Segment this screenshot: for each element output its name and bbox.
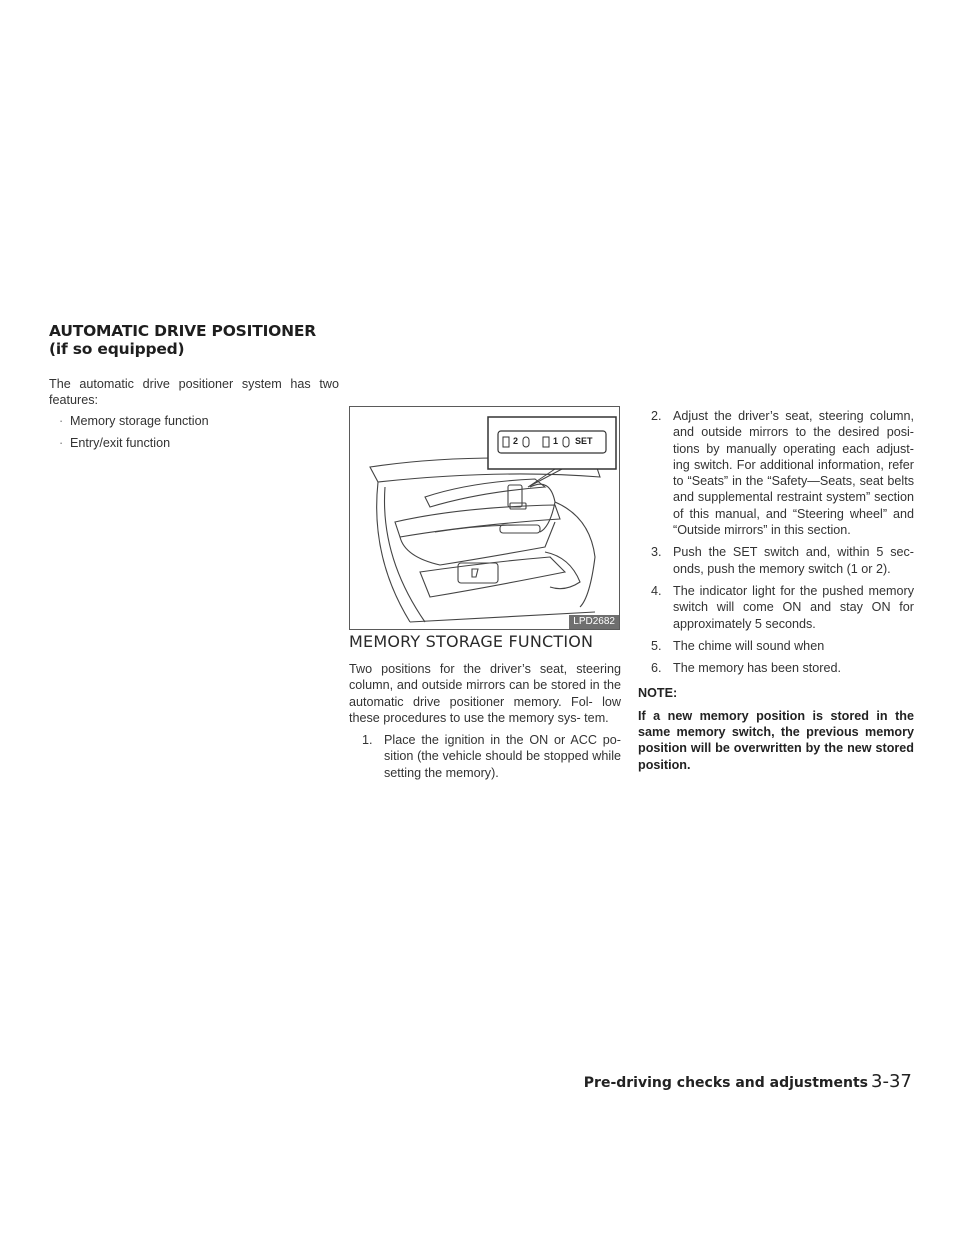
door-panel-figure [349,406,620,630]
step-item: 1. Place the ignition in the ON or ACC po- sition (the vehicle should be stopped while setting the memory). [362,733,621,780]
steps-list-part2 [638,408,914,676]
switch-label-1: 1 [553,436,559,446]
step-item: 6. The memory has been stored. [651,661,841,676]
section-heading [49,322,316,358]
page-number: 3-37 [871,1071,912,1092]
step-item: 2. Adjust the driver’s seat, steering column, and outside mirrors to the desired posi- tions by manually operating each adjust- ing switch. For additional information, refer to “Seats” in the “Safety—Seats, seat belts and supplemental restraint system” section of this manual, and “Steering wheel” and “Outside mirrors” in this section. [651,409,914,538]
steps-list-part1 [349,732,621,781]
intro-text: The automatic drive positioner system has two features: [49,377,339,408]
feature-item: · Memory storage function [59,413,209,428]
switch-label-set: SET [575,436,593,446]
heading-title: AUTOMATIC DRIVE POSITIONER [49,322,317,340]
step-item: 3. Push the SET switch and, within 5 sec- onds, push the memory switch (1 or 2). [651,545,914,576]
footer-section-title: Pre-driving checks and adjustments [583,1075,868,1091]
feature-item: · Entry/exit function [59,435,171,450]
heading-subtitle: (if so equipped) [49,340,185,358]
memory-storage-title: MEMORY STORAGE FUNCTION [349,632,594,651]
note-title: NOTE: [638,686,678,701]
switch-label-2: 2 [513,436,519,446]
step-item: 4. The indicator light for the pushed memory switch will come ON and stay ON for approximately 5 seconds. [651,583,914,631]
figure-code: LPD2682 [569,615,619,629]
note-text: If a new memory position is stored in the same memory switch, the previous memory position will be overwritten by the new stored position. [638,708,914,772]
memory-column [349,632,621,787]
step-item: 5. The chime will sound when [651,638,825,653]
steps-column [638,408,914,773]
feature-list [49,413,339,452]
intro-column [49,376,339,457]
memory-intro-text: Two positions for the driver’s seat, steering column, and outside mirrors can be stored in the automatic drive positioner memory. Fol- low these procedures to use the memory sys- tem. [349,662,621,725]
